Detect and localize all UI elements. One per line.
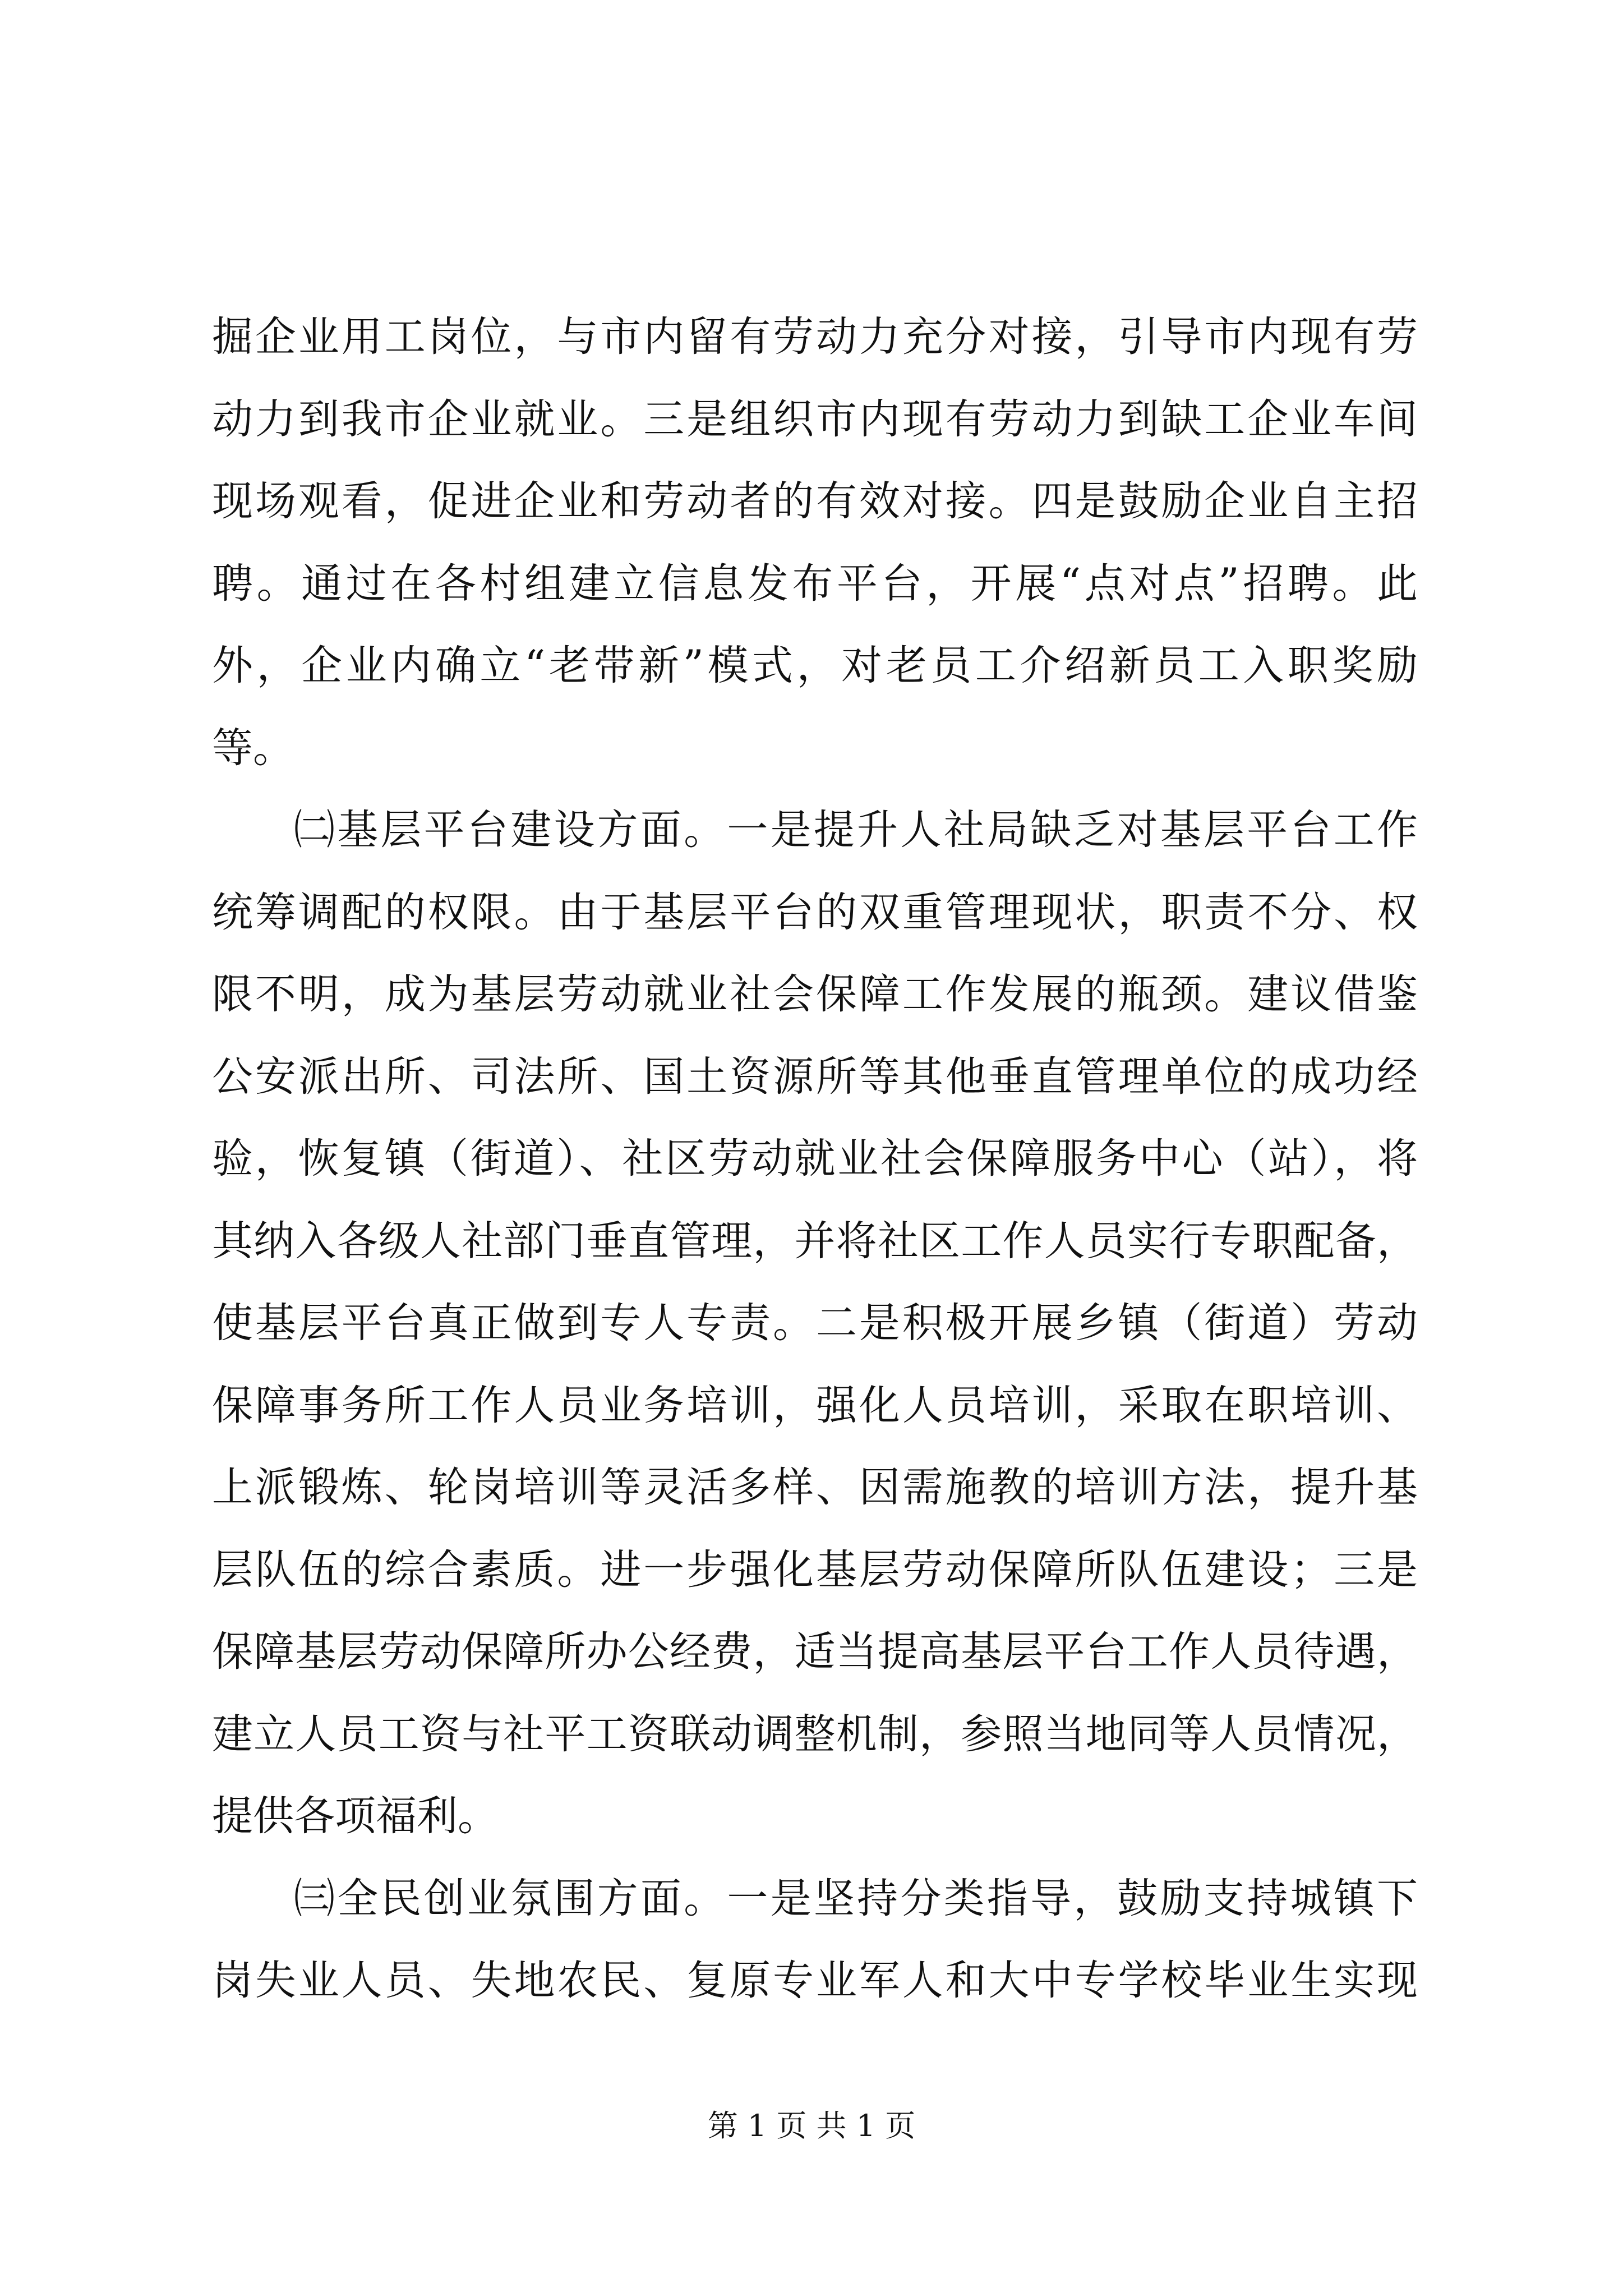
text-line: 使基层平台真正做到专人专责。二是积极开展乡镇（街道）劳动	[212, 1299, 1418, 1347]
text-line: 上派锻炼、轮岗培训等灵活多样、因需施教的培训方法，提升基	[212, 1464, 1418, 1511]
page-number-footer: 第 1 页 共 1 页	[707, 2108, 916, 2143]
text-line: 限不明，成为基层劳动就业社会保障工作发展的瓶颈。建议借鉴	[212, 970, 1418, 1018]
text-line: 岗失业人员、失地农民、复原专业军人和大中专学校毕业生实现	[212, 1957, 1418, 2004]
text-line: 验，恢复镇（街道）、社区劳动就业社会保障服务中心（站），将	[212, 1135, 1418, 1182]
text-line: 建立人员工资与社平工资联动调整机制，参照当地同等人员情况，	[212, 1710, 1418, 1758]
text-line: 提供各项福利。	[212, 1792, 499, 1840]
text-line: 等。	[212, 724, 294, 772]
text-line: 统筹调配的权限。由于基层平台的双重管理现状，职责不分、权	[212, 888, 1418, 936]
document-body	[212, 296, 1418, 2022]
text-line: 其纳入各级人社部门垂直管理，并将社区工作人员实行专职配备，	[212, 1217, 1418, 1265]
text-line: 公安派出所、司法所、国土资源所等其他垂直管理单位的成功经	[212, 1052, 1418, 1101]
paragraph-first-line: ㈢全民创业氛围方面。一是坚持分类指导，鼓励支持城镇下	[294, 1874, 1418, 1922]
paragraph-first-line: ㈡基层平台建设方面。一是提升人社局缺乏对基层平台工作	[294, 806, 1418, 854]
text-line: 动力到我市企业就业。三是组织市内现有劳动力到缺工企业车间	[212, 395, 1418, 443]
text-line: 保障事务所工作人员业务培训，强化人员培训，采取在职培训、	[212, 1381, 1418, 1429]
text-line: 聘。通过在各村组建立信息发布平台，开展“点对点”招聘。此	[212, 559, 1418, 608]
text-line: 层队伍的综合素质。进一步强化基层劳动保障所队伍建设；三是	[212, 1545, 1418, 1594]
text-line: 现场观看，促进企业和劳动者的有效对接。四是鼓励企业自主招	[212, 477, 1418, 525]
text-line: 掘企业用工岗位，与市内留有劳动力充分对接，引导市内现有劳	[212, 313, 1418, 361]
text-line: 保障基层劳动保障所办公经费，适当提高基层平台工作人员待遇，	[212, 1628, 1418, 1676]
text-line: 外，企业内确立“老带新”模式，对老员工介绍新员工入职奖励	[212, 642, 1418, 689]
